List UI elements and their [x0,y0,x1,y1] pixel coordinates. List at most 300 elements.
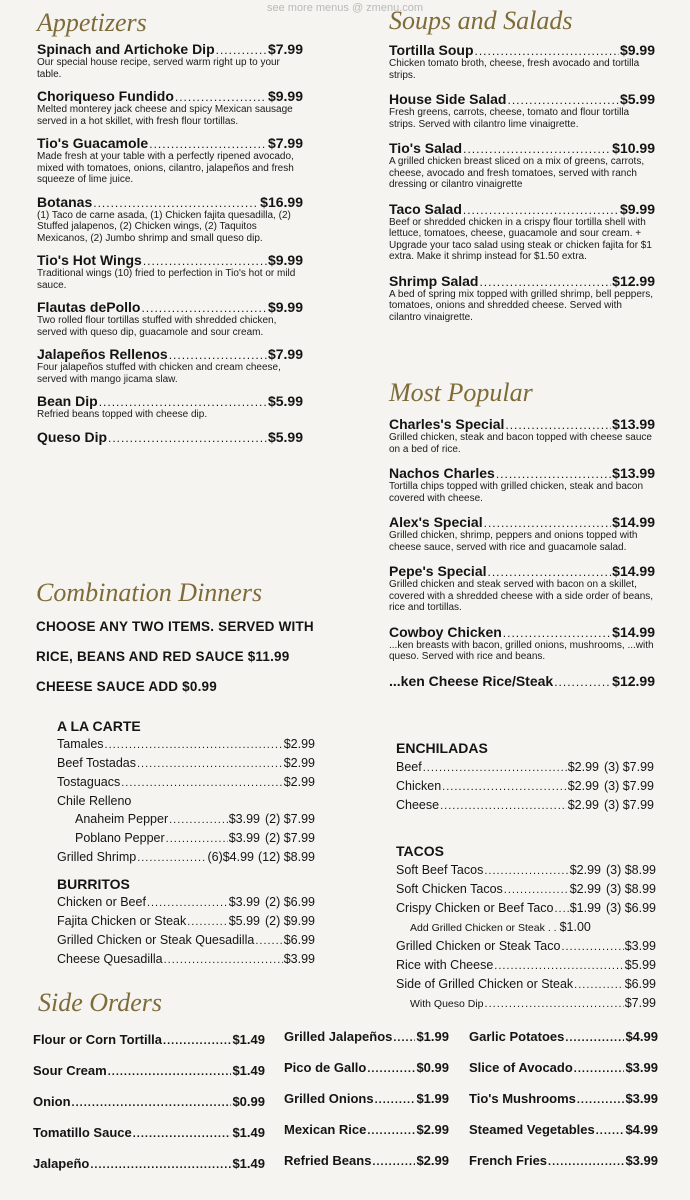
dot-leader [99,395,267,409]
side-order-price: $4.99 [625,1029,658,1044]
taco-extra-row [396,956,656,975]
tacos-list [396,861,656,918]
appetizer-item [37,194,303,245]
enchilada-price: $2.99 [567,798,599,812]
enchilada-row [396,758,654,777]
burrito-name: Fajita Chicken or Steak [57,914,187,928]
side-order-name: Grilled Onions [284,1091,374,1106]
enchilada-row [396,796,654,815]
soup-salad-item-row [389,273,655,289]
taco-price: $2.99 [569,863,601,877]
dot-leader [175,90,267,104]
popular-item [389,673,655,689]
side-order-row [469,1029,658,1060]
soup-salad-item [389,42,655,81]
soup-salad-item-name: Tio's Salad [389,140,463,156]
soup-salad-item-price: $5.99 [619,91,655,107]
combination-section [36,578,356,702]
appetizer-item [37,88,303,127]
a-la-carte-item-row [57,735,315,754]
taco-extra-row [396,937,656,956]
a-la-carte-item-name: Beef Tostadas [57,756,136,770]
dot-leader [577,1094,625,1106]
taco-extras-list [396,937,656,994]
chile-relleno-item-price-2: (2) $7.99 [264,831,315,845]
taco-name: Soft Chicken Tacos [396,882,503,896]
combination-line-3: CHEESE SAUCE ADD $0.99 [36,679,217,694]
side-order-row [33,1125,265,1156]
soup-salad-item-name: Shrimp Salad [389,272,479,289]
popular-section [389,378,655,699]
side-order-row [284,1122,449,1153]
taco-extra-price: $3.99 [624,939,656,953]
dot-leader [169,811,228,829]
side-order-name: French Fries [469,1153,548,1168]
side-order-price: $3.99 [625,1060,658,1075]
burrito-row [57,950,315,969]
popular-item [389,563,655,614]
popular-item-name: Pepe's Special [389,563,487,579]
soup-salad-item-price: $9.99 [619,200,655,217]
dot-leader [141,301,266,315]
dot-leader [367,1125,415,1137]
taco-addon-price: $1.00 [559,920,591,934]
taco-extra-price: $5.99 [624,958,656,972]
appetizer-item-price: $9.99 [267,252,303,268]
chile-relleno-item-row [57,829,315,848]
soup-salad-item-row [389,42,655,58]
enchiladas-section [396,740,654,815]
appetizer-item-desc: Refried beans topped with cheese dip. [37,409,208,420]
popular-item-row [389,563,655,579]
dot-leader [488,565,612,579]
dot-leader [121,774,282,792]
appetizer-item-name: Flautas dePollo [37,299,141,315]
soup-salad-item-row [389,91,655,107]
popular-item-price: $12.99 [612,672,655,689]
appetizer-item-desc: (1) Taco de carne asada, (1) Chicken fajita quesadilla, (2) Stuffed jalapenos, (2) Chicken wings, (2) Taquitos Mexicanos, (2) Jumbo shrimp and small queso dip. [37,209,291,244]
dot-leader [494,957,623,975]
popular-item-desc: Grilled chicken, steak and bacon topped with cheese sauce on a bed of rice. [389,432,652,455]
soup-salad-item [389,140,655,191]
soup-salad-item-desc: A grilled chicken breast sliced on a mix of greens, carrots, cheese, avocado and fresh tomatoes, served with ranch dressing or cilantro vinaigrette [389,156,645,190]
side-order-row [469,1153,658,1184]
soups-heading: Soups and Salads [389,6,573,35]
popular-item-desc: Grilled chicken and steak served with bacon on a skillet, covered with a shredded cheese with a side order of beans, rice and tortillas. [389,579,654,613]
dot-leader [565,1032,624,1044]
dot-leader [367,1063,415,1075]
popular-item [389,465,655,504]
soup-salad-item-desc: Fresh greens, carrots, cheese, tomato and flour tortilla strips. Served with cilantro lime vinaigrette. [389,107,630,130]
burrito-name: Chicken or Beef [57,895,146,909]
dot-leader [574,976,624,994]
appetizer-item [37,299,303,338]
burritos-section [57,876,315,969]
dot-leader [505,418,611,432]
side-orders-col-1 [33,1032,265,1187]
enchiladas-list [396,758,654,815]
appetizer-item [37,429,303,445]
chile-relleno-item-row [57,810,315,829]
side-order-row [469,1122,658,1153]
side-order-price: $3.99 [625,1091,658,1106]
burrito-name: Grilled Chicken or Steak Quesadilla [57,933,255,947]
popular-item-desc: ...ken breasts with bacon, grilled onions, mushrooms, ...with queso. Served with rice and beans. [389,639,654,662]
enchiladas-title: ENCHILADAS [396,740,488,756]
popular-item-name: ...ken Cheese Rice/Steak [389,672,554,689]
soups-section [389,6,655,333]
enchilada-price: $2.99 [567,760,599,774]
enchilada-name: Beef [396,760,422,774]
soup-salad-item-desc: Beef or shredded chicken in a crispy flour tortilla shell with lettuce, tomatoes, cheese, guacamole and sour cream. + Upgrade your taco salad using steak or chicken fajita for $1 extra. Make it shrimp instead for $1.50 extra. [389,216,652,262]
side-order-price: $1.49 [232,1032,265,1047]
dot-leader [147,894,228,912]
side-orders-heading-wrap [38,988,162,1018]
dot-leader [507,93,618,107]
side-order-name: Tio's Mushrooms [469,1091,576,1106]
dot-leader [216,43,267,57]
side-order-price: $1.49 [232,1125,265,1140]
dot-leader [574,1063,625,1075]
popular-item-price: $14.99 [612,623,655,640]
soup-salad-item-desc: A bed of spring mix topped with grilled shrimp, bell peppers, tomatoes, onions and shredded cheese. Served with cilantro vinaigrette. [389,288,654,323]
burrito-price-2: (2) $6.99 [264,895,315,909]
taco-extra-row [396,975,656,994]
side-order-row [33,1156,265,1187]
taco-extra-name: Grilled Chicken or Steak Taco [396,939,561,953]
chile-relleno-label: Chile Relleno [57,794,132,808]
appetizer-item-row [37,252,303,268]
appetizer-item [37,41,303,80]
side-order-price: $0.99 [416,1060,449,1075]
side-order-name: Steamed Vegetables [469,1122,595,1137]
appetizer-item-name: Tio's Hot Wings [37,252,142,268]
popular-item [389,514,655,553]
appetizer-item-row [37,429,303,445]
side-order-price: $1.49 [232,1063,265,1078]
taco-price-2: (3) $8.99 [605,863,656,877]
appetizers-section [37,8,303,453]
queso-dots [485,995,624,1013]
side-order-price: $1.99 [416,1029,449,1044]
a-la-carte-item-name: Tostaguacs [57,775,121,789]
dot-leader [504,881,569,899]
taco-price-2: (3) $8.99 [605,882,656,896]
taco-extra-name: Rice with Cheese [396,958,494,972]
appetizer-item-row [37,393,303,409]
side-order-name: Mexican Rice [284,1122,367,1137]
appetizer-item-row [37,194,303,210]
dot-leader [503,626,611,640]
watermark: see more menus @ zmenu.com [266,2,424,14]
appetizer-item-desc: Traditional wings (10) fried to perfection in Tio's hot or mild sauce. [37,268,296,291]
side-order-row [33,1032,265,1063]
dot-leader [375,1094,416,1106]
popular-item-row [389,416,655,432]
taco-name: Crispy Chicken or Beef Taco [396,901,554,915]
dot-leader [463,203,619,217]
popular-item-price: $13.99 [612,416,655,432]
a-la-carte-list [57,735,315,792]
soup-salad-item-row [389,140,655,156]
appetizer-item-price: $7.99 [267,135,303,151]
side-order-name: Onion [33,1094,71,1109]
burrito-price: $3.99 [228,895,260,909]
dot-leader [93,196,259,210]
dot-leader [108,431,267,445]
soup-salad-item-price: $10.99 [612,140,655,156]
chile-relleno-item-name: Poblano Pepper [75,831,165,845]
side-order-name: Garlic Potatoes [469,1029,565,1044]
burrito-row [57,893,315,912]
a-la-carte-item-price: $2.99 [283,737,315,751]
enchilada-name: Chicken [396,779,442,793]
dot-leader [484,862,568,880]
soup-salad-item-price: $9.99 [619,42,655,58]
side-order-price: $1.99 [416,1091,449,1106]
combination-line-2: RICE, BEANS AND RED SAUCE $11.99 [36,649,290,664]
soup-list [389,42,655,323]
a-la-carte-item-name: Tamales [57,737,104,751]
appetizer-item-row [37,135,303,151]
dot-leader [163,1035,231,1047]
popular-item-row [389,514,655,530]
burrito-price: $3.99 [283,952,315,966]
burrito-price-2: (2) $9.99 [264,914,315,928]
side-order-name: Flour or Corn Tortilla [33,1032,163,1047]
popular-item-desc: Tortilla chips topped with grilled chicken, steak and bacon covered with cheese. [389,481,644,504]
dot-leader [484,516,612,530]
side-order-price: $0.99 [232,1094,265,1109]
a-la-carte-item-price: $2.99 [283,756,315,770]
combination-heading: Combination Dinners [36,578,263,607]
dot-leader [554,675,611,689]
appetizer-item-price: $7.99 [267,346,303,362]
burrito-name: Cheese Quesadilla [57,952,163,966]
appetizer-item-row [37,346,303,362]
appetizer-item-name: Tio's Guacamole [37,135,149,151]
taco-row [396,861,656,880]
appetizer-item-name: Spinach and Artichoke Dip [37,41,215,57]
a-la-carte-section [57,718,315,867]
appetizer-item-name: Bean Dip [37,393,98,409]
soup-salad-item-row [389,201,655,217]
dot-leader [143,254,267,268]
appetizer-item-price: $9.99 [267,88,303,104]
queso-price: $7.99 [624,996,656,1010]
popular-item [389,624,655,663]
appetizer-item-price: $16.99 [260,193,303,210]
dot-leader [169,348,267,362]
burritos-title: BURRITOS [57,876,130,892]
chile-relleno-item-name: Anaheim Pepper [75,812,169,826]
chile-relleno-list [57,810,315,848]
appetizer-list [37,41,303,445]
a-la-carte-item-row [57,773,315,792]
appetizer-item-price: $5.99 [267,393,303,409]
enchilada-price-2: (3) $7.99 [603,760,654,774]
side-orders-heading: Side Orders [38,988,162,1017]
taco-name: Soft Beef Tacos [396,863,484,877]
dot-leader [90,1159,231,1171]
appetizer-item-name: Queso Dip [37,428,108,445]
appetizer-item-desc: Two rolled flour tortillas stuffed with shredded chicken, served with queso dip, guacamole and sour cream. [37,315,277,338]
taco-price: $1.99 [569,901,601,915]
grilled-shrimp-dots [137,849,206,867]
popular-item [389,416,655,455]
popular-item-name: Charles's Special [389,416,505,432]
side-order-row [284,1029,449,1060]
side-order-name: Jalapeño [33,1156,90,1171]
burrito-row [57,931,315,950]
burrito-price: $5.99 [228,914,260,928]
dot-leader [463,142,611,156]
queso-label: With Queso Dip [410,998,484,1010]
appetizer-item [37,393,303,421]
side-order-price: $2.99 [416,1153,449,1168]
soup-salad-item-name: Taco Salad [389,200,462,217]
appetizer-item-desc: Four jalapeños stuffed with chicken and cream cheese, served with mango jicama slaw. [37,362,281,385]
queso-row [396,994,656,1013]
popular-item-price: $13.99 [612,465,655,481]
popular-item-name: Alex's Special [389,514,483,530]
taco-price-2: (3) $6.99 [605,901,656,915]
side-order-row [33,1063,265,1094]
dot-leader [423,759,567,777]
side-order-name: Pico de Gallo [284,1060,367,1075]
tacos-title: TACOS [396,843,444,859]
side-order-row [284,1153,449,1184]
soup-salad-item [389,91,655,130]
appetizer-item-name: Choriqueso Fundido [37,88,174,104]
enchilada-price-2: (3) $7.99 [603,779,654,793]
combination-line-1: CHOOSE ANY TWO ITEMS. SERVED WITH [36,619,314,634]
dot-leader [187,913,227,931]
appetizer-item [37,135,303,186]
side-order-name: Sour Cream [33,1063,107,1078]
side-order-name: Refried Beans [284,1153,372,1168]
chile-relleno-item-price: $3.99 [228,812,260,826]
soup-salad-item-name: House Side Salad [389,91,507,107]
taco-row [396,880,656,899]
side-order-price: $4.99 [625,1122,658,1137]
dot-leader [393,1032,415,1044]
tacos-section [396,843,656,1013]
dot-leader [108,1066,232,1078]
dot-leader [479,275,611,289]
soup-salad-item-name: Tortilla Soup [389,42,474,58]
popular-item-desc: Grilled chicken, shrimp, peppers and onions topped with cheese sauce, served with rice and guacamole salad. [389,530,638,553]
appetizer-item-price: $7.99 [267,41,303,57]
popular-item-row [389,673,655,689]
soup-salad-item-price: $12.99 [612,272,655,289]
side-order-name: Tomatillo Sauce [33,1125,132,1140]
appetizer-item-name: Botanas [37,193,93,210]
dot-leader [548,1156,624,1168]
taco-addon-label: Add Grilled Chicken or Steak [410,922,545,934]
dot-leader [166,830,228,848]
dot-leader [105,736,283,754]
dot-leader [372,1156,415,1168]
side-order-row [284,1060,449,1091]
popular-list [389,416,655,689]
popular-item-price: $14.99 [612,563,655,579]
dot-leader [255,932,282,950]
side-order-row [469,1060,658,1091]
chile-relleno-item-price-2: (2) $7.99 [264,812,315,826]
grilled-shrimp-row [57,848,315,867]
grilled-shrimp-name: Grilled Shrimp [57,850,137,864]
grilled-shrimp-price: (6)$4.99 [207,850,255,864]
side-order-price: $2.99 [416,1122,449,1137]
taco-extra-price: $6.99 [624,977,656,991]
dot-leader [133,1128,232,1140]
enchilada-row [396,777,654,796]
appetizer-item-row [37,41,303,57]
appetizer-item-name: Jalapeños Rellenos [37,346,168,362]
dot-leader [149,137,267,151]
appetizer-item-desc: Made fresh at your table with a perfectly ripened avocado, mixed with tomatoes, onions, cilantro, jalapeños and fresh squeeze of lime juice. [37,151,294,185]
appetizer-item-price: $5.99 [267,428,303,445]
appetizer-item-row [37,299,303,315]
side-order-row [284,1091,449,1122]
appetizer-item-desc: Our special house recipe, served warm right up to your table. [37,57,280,80]
dot-leader [442,778,567,796]
side-order-name: Slice of Avocado [469,1060,573,1075]
appetizer-item [37,252,303,291]
side-order-row [33,1094,265,1125]
side-order-price: $1.49 [232,1156,265,1171]
appetizer-item-price: $9.99 [267,299,303,315]
taco-addon-row: Add Grilled Chicken or Steak . . $1.00 [396,918,656,937]
taco-extra-name: Side of Grilled Chicken or Steak [396,977,574,991]
taco-row [396,899,656,918]
side-order-row [469,1091,658,1122]
dot-leader [554,900,568,918]
dot-leader [475,44,619,58]
appetizer-item [37,346,303,385]
dot-leader [440,797,567,815]
side-orders-col-3 [469,1029,658,1184]
appetizers-heading: Appetizers [37,8,147,37]
a-la-carte-title: A LA CARTE [57,718,141,734]
burrito-row [57,912,315,931]
appetizer-item-row [37,88,303,104]
side-orders-col-2 [284,1029,449,1184]
burrito-price: $6.99 [283,933,315,947]
popular-heading: Most Popular [389,378,533,407]
side-order-name: Grilled Jalapeños [284,1029,393,1044]
popular-item-name: Cowboy Chicken [389,623,502,640]
popular-item-row [389,624,655,640]
side-order-price: $3.99 [625,1153,658,1168]
soup-salad-item [389,273,655,324]
enchilada-price: $2.99 [567,779,599,793]
taco-price: $2.99 [569,882,601,896]
a-la-carte-item-row [57,754,315,773]
dot-leader [496,467,611,481]
enchilada-name: Cheese [396,798,440,812]
soup-salad-item-desc: Chicken tomato broth, cheese, fresh avocado and tortilla strips. [389,58,640,81]
a-la-carte-item-price: $2.99 [283,775,315,789]
grilled-shrimp-price2: (12) $8.99 [258,850,315,864]
popular-item-price: $14.99 [612,514,655,530]
popular-item-name: Nachos Charles [389,465,495,481]
dot-leader [137,755,283,773]
appetizer-item-desc: Melted monterey jack cheese and spicy Mexican sausage served in a hot skillet, with fresh flour tortillas. [37,104,293,127]
chile-relleno-item-price: $3.99 [228,831,260,845]
burritos-list [57,893,315,969]
